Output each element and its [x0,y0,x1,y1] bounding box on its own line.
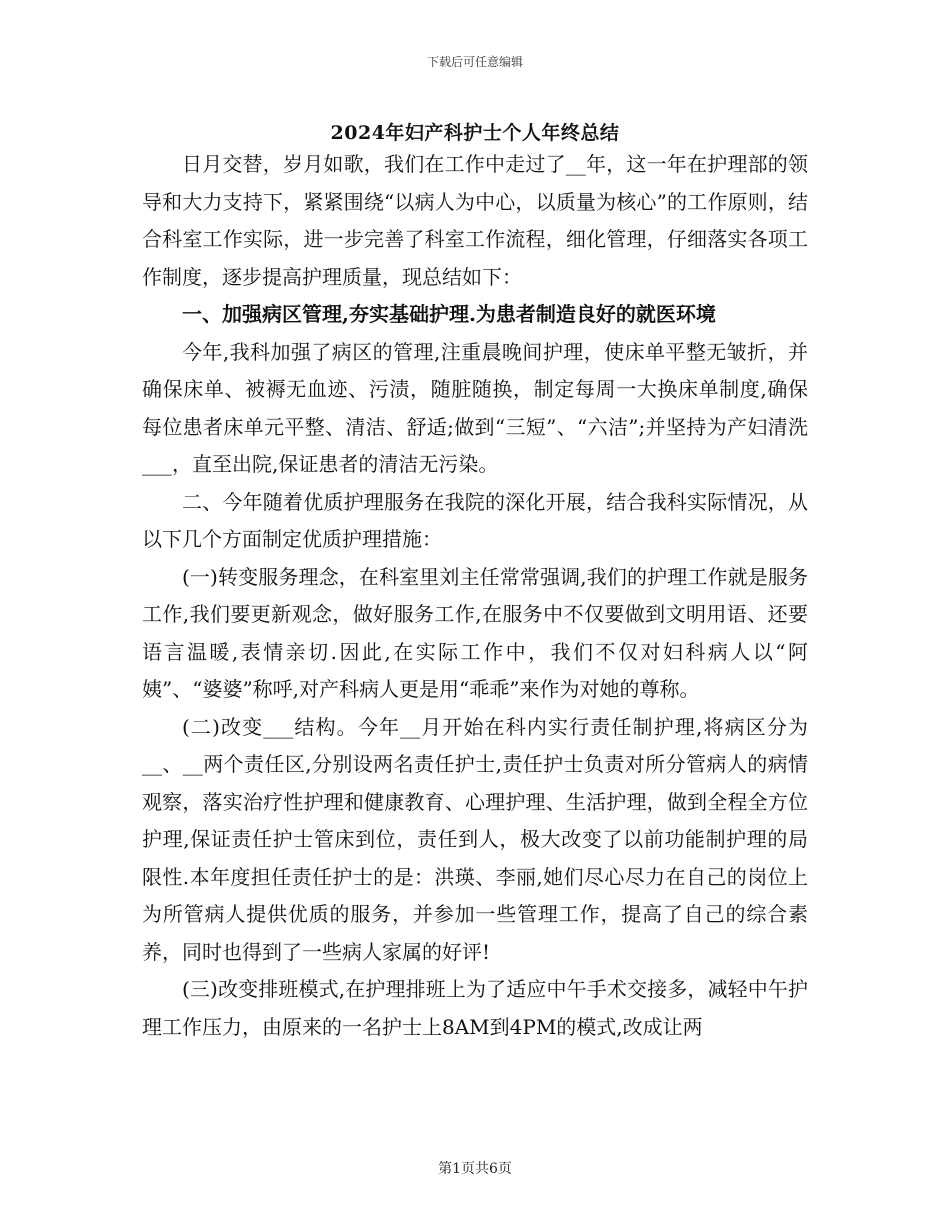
section-heading-2: 二、今年随着优质护理服务在我院的深化开展，结合我科实际情况，从以下几个方面制定优质护理措施： [142,489,808,551]
paragraph-ward-management: 今年,我科加强了病区的管理,注重晨晚间护理，使床单平整无皱折，并确保床单、被褥无血迹、污渍，随脏随换，制定每周一大换床单制度,确保每位患者床单元平整、清洁、舒适;做到“三短”、“六洁”;并坚持为产妇清洗___，直至出院,保证患者的清洁无污染。 [142,339,808,476]
paragraph-shift-pattern: (三)改变排班模式,在护理排班上为了适应中午手术交接多，减轻中午护理工作压力，由原来的一名护士上8AM到4PM的模式,改成让两 [142,977,808,1039]
paragraph-service-concept: (一)转变服务理念，在科室里刘主任常常强调,我们的护理工作就是服务工作,我们要更新观念，做好服务工作,在服务中不仅要做到文明用语、还要语言温暖,表情亲切.因此,在实际工作中，我们不仅对妇科病人以“阿姨”、“婆婆”称呼,对产科病人更是用“乖乖”来作为对她的尊称。 [142,564,808,701]
section-heading-1: 一、加强病区管理,夯实基础护理.为患者制造良好的就医环境 [182,302,716,326]
document-title: 2024年妇产科护士个人年终总结 [330,122,620,144]
paragraph-structure-change: (二)改变___结构。今年__月开始在科内实行责任制护理,将病区分为__、__两个责任区,分别设两名责任护士,责任护士负责对所分管病人的病情观察，落实治疗性护理和健康教育、心理护理、生活护理，做到全程全方位护理,保证责任护士管床到位，责任到人，极大改变了以前功能制护理的局限性.本年度担任责任护士的是：洪瑛、李丽,她们尽心尽力在自己的岗位上为所管病人提供优质的服务，并参加一些管理工作，提高了自己的综合素养，同时也得到了一些病人家属的好评! [142,714,808,964]
document-body [142,146,808,1046]
page-footer-number: 第1页共6页 [438,1161,512,1177]
page-header-note: 下载后可任意编辑 [426,55,523,69]
intro-paragraph: 日月交替，岁月如歌，我们在工作中走过了__年，这一年在护理部的领导和大力支持下，紧紧围绕“以病人为中心，以质量为核心”的工作原则，结合科室工作实际，进一步完善了科室工作流程，细化管理，仔细落实各项工作制度，逐步提高护理质量，现总结如下： [142,152,808,289]
